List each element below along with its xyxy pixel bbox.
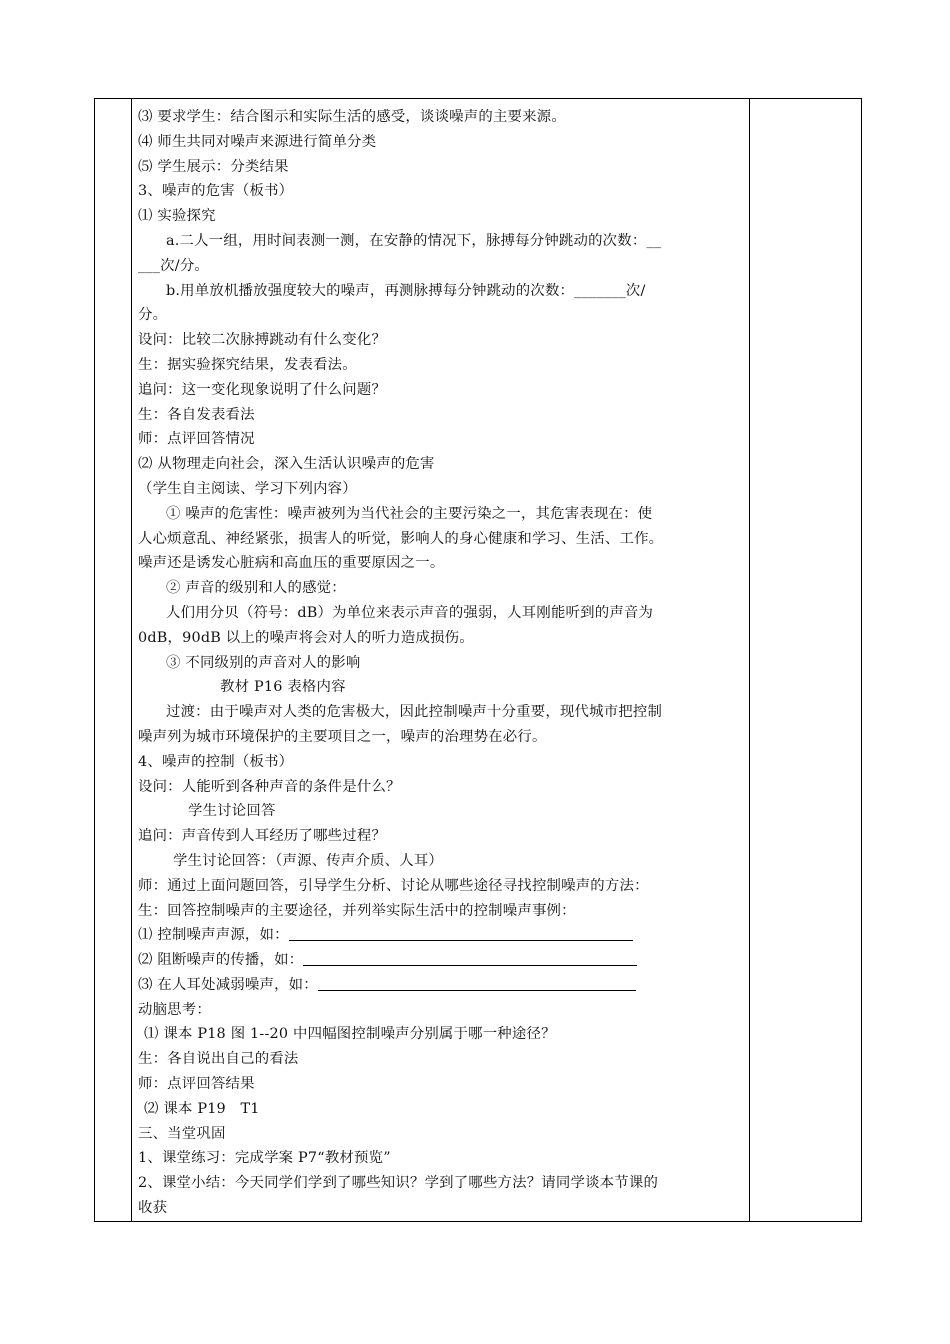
text-line: 追问：这一变化现象说明了什么问题？ (138, 381, 387, 398)
fill-in-line (138, 948, 745, 973)
fill-in-line (138, 973, 745, 998)
text-line: 收获 (138, 1200, 168, 1217)
text-line: ⑵ 课本 P19 T1 (144, 1100, 260, 1117)
text-line: ⑶ 要求学生：结合图示和实际生活的感受，谈谈噪声的主要来源。 (138, 109, 566, 125)
text-line: 学生讨论回答：（声源、传声介质、人耳） (173, 852, 444, 869)
text-line: 噪声还是诱发心脏病和高血压的重要原因之一。 (138, 555, 445, 572)
text-line: 师：点评回答结果 (138, 1076, 255, 1093)
text-line: ③ 不同级别的声音对人的影响 (166, 654, 361, 671)
table-row (95, 99, 862, 1222)
text-line: ⑴ 课本 P18 图 1--20 中四幅图控制噪声分别属于哪一种途径？ (144, 1026, 556, 1043)
lesson-content-cell (132, 99, 750, 1222)
section-heading: 4、噪声的控制（板书） (138, 753, 294, 770)
text-line: ⑴ 控制噪声声源，如： (138, 927, 289, 944)
lesson-plan-table (94, 98, 862, 1222)
text-line: ⑴ 实验探究 (138, 208, 216, 225)
right-notes-cell (750, 99, 862, 1222)
text-line: 教材 P16 表格内容 (220, 679, 346, 696)
text-line: 生：各自说出自己的看法 (138, 1051, 299, 1068)
text-line: 1、课堂练习：完成学案 P7“教材预览” (138, 1150, 391, 1167)
text-line: ⑷ 师生共同对噪声来源进行简单分类 (138, 133, 377, 150)
text-line: 生：回答控制噪声的主要途径，并列举实际生活中的控制噪声事例： (138, 902, 576, 919)
text-line: 2、课堂小结：今天同学们学到了哪些知识？学到了哪些方法？请同学谈本节课的 (138, 1175, 659, 1192)
text-line: 生：据实验探究结果，发表看法。 (138, 356, 357, 373)
text-line: 动脑思考： (138, 1001, 211, 1018)
text-line: 追问：声音传到人耳经历了哪些过程？ (138, 828, 387, 845)
text-line: ⑶ 在人耳处减弱噪声，如： (138, 976, 318, 993)
text-line: 师：通过上面问题回答，引导学生分析、讨论从哪些途径寻找控制噪声的方法： (138, 877, 649, 894)
text-line: 噪声列为城市环境保护的主要项目之一，噪声的治理势在必行。 (138, 728, 547, 745)
text-line: 设问：人能听到各种声音的条件是什么？ (138, 778, 401, 795)
answer-blank (303, 949, 637, 966)
fill-in-line (138, 923, 745, 948)
text-line: （学生自主阅读、学习下列内容） (138, 480, 357, 497)
answer-blank (289, 924, 633, 941)
text-line: ⑵ 阻断噪声的传播，如： (138, 952, 304, 969)
text-line: ⑸ 学生展示：分类结果 (138, 158, 289, 175)
text-line: 人们用分贝（符号：dB）为单位来表示声音的强弱，人耳刚能听到的声音为 (166, 604, 654, 621)
section-heading: 3、噪声的危害（板书） (138, 183, 294, 200)
text-line: 过渡：由于噪声对人类的危害极大，因此控制噪声十分重要，现代城市把控制 (166, 704, 663, 721)
text-line: 0dB，90dB 以上的噪声将会对人的听力造成损伤。 (138, 629, 474, 646)
text-line: ① 噪声的危害性：噪声被列为当代社会的主要污染之一，其危害表现在：使 (166, 505, 653, 522)
text-line: ② 声音的级别和人的感觉： (166, 580, 346, 597)
section-heading: 三、当堂巩固 (138, 1125, 226, 1142)
answer-blank (318, 974, 636, 991)
text-line: 设问：比较二次脉搏跳动有什么变化？ (138, 332, 387, 349)
left-margin-cell (95, 99, 132, 1222)
text-line: a.二人一组，用时间表测一测，在安静的情况下，脉搏每分钟跳动的次数：__ (166, 232, 662, 249)
text-line: 分。 (138, 307, 168, 324)
text-line: 生：各自发表看法 (138, 406, 255, 423)
text-line: 学生讨论回答 (188, 803, 276, 820)
text-line: 师：点评回答情况 (138, 431, 255, 448)
text-line: 人心烦意乱、神经紧张，损害人的听觉，影响人的身心健康和学习、生活、工作。 (138, 530, 664, 547)
text-line: ⑵ 从物理走向社会，深入生活认识噪声的危害 (138, 456, 435, 473)
text-line: b.用单放机播放强度较大的噪声，再测脉搏每分钟跳动的次数：_______次/ (166, 282, 646, 299)
text-line: ___次/分。 (138, 257, 210, 274)
